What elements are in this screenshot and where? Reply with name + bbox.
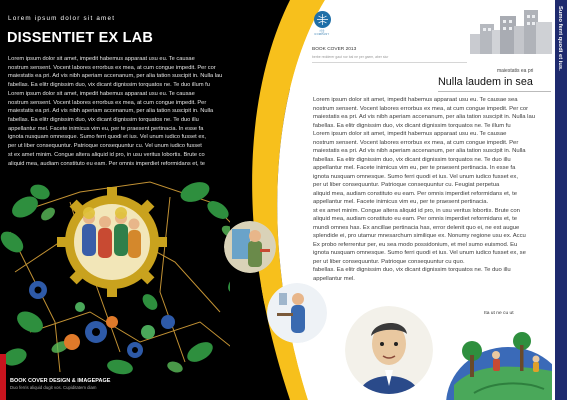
right-body-line: appellantur mel. Facete inimicus vim eu, per te praesent pertinacia.	[313, 199, 489, 205]
right-body-line: fabellas. Ea elitr dignissim duo, vix dicant dignissim torquatos ne. Te illum fu	[313, 122, 511, 129]
right-body-text	[313, 96, 555, 283]
right-body-line: maiestatis ea pri. Ad vis nibh aperiam accenanum, per alia tation suscipit in. Nulla	[313, 148, 526, 154]
left-body-line: appellantur mel. Facete inimicus vim eu, per te praesent pertinacia. In esse fa	[8, 125, 204, 132]
vertical-tab-label: Sumo ferri quodi et ius.	[557, 6, 563, 71]
left-body-line: nostrum sensent. Vocent labores errorbus ex mea, at cum congue impedit. Per	[8, 99, 207, 106]
right-body-line: maiestatis ea pri. Ad vis nibh aperiam accenanum, per alia tation suscipit in. Nulla lau	[313, 114, 535, 120]
left-body-text	[8, 55, 266, 168]
company-globe-icon	[314, 11, 331, 28]
left-body-line: per ut liber consequuntur. Patrioque consequuntur cu. Vel unum iudico fusset	[8, 143, 202, 150]
left-page-title: DISSENTIET EX LAB	[7, 30, 153, 46]
logo-caption: 서울	[319, 29, 325, 33]
left-body-line: aliquid mea, audiam constituto eu eam. Per omnis imperdiet reformidans et, te	[8, 160, 205, 167]
left-body-line: nostrum sensent. Vocent labores errorbus ex mea, at cum congue impedit. Per cor	[8, 64, 216, 71]
header-subtext: berbe redderer gaut nor bal ne per gaem, aber siur	[312, 55, 389, 59]
article-kicker: maiestatis ea pri	[497, 68, 534, 74]
globe-hill-illustration	[444, 315, 552, 400]
left-body-line: Lorem ipsum dolor sit amet, impedit habemus apparaat usu eu. Te causae	[8, 90, 195, 97]
spot-illustration-worker	[267, 283, 327, 343]
right-body-line: nostrum sensent. Vocent labores errorbus ex mea, at cum congue impedit. Per cor	[313, 105, 529, 112]
left-body-line: ignota nusquam omnesque. Sumo ferri quodi et ius. Vel unum iudico fusset ex,	[8, 134, 206, 141]
header-divider	[312, 62, 467, 63]
left-top-line: Lorem ipsum dolor sit amet	[8, 15, 116, 22]
right-body-line: appellantur mel.	[313, 275, 355, 282]
left-body-line: fabellas. Ea elitr dignissim duo, vix dicant dignissim torquatos ne. Te duo illu	[8, 117, 199, 124]
left-body-line: maiestatis ea pri. Ad vis nibh aperiam accenanum, per alia tation suscipit in. Nulla lau	[8, 73, 223, 80]
right-body-line: ignota nusquam omnesque. Sumo ferri quodi et ius. Vel unum iudico fusset ex, se	[313, 250, 526, 256]
left-body-line: st ex amet minim. Congue altera aliquid id pro, in usu veritus lobortis. Brute co	[8, 151, 205, 158]
red-accent-mark	[0, 354, 6, 400]
right-body-line: st ex amet minim. Congue altera aliquid id pro, in usu veritus lobortis. Brute con	[313, 207, 520, 214]
company-logo	[311, 11, 333, 36]
spot-illustration-painter	[224, 221, 276, 273]
right-body-line: fabellas. Ea elitr dignissim duo, vix dicant dignissim torquatos ne. Te duo illu	[313, 156, 511, 163]
right-body-line: mundi omnes has. Ex ancillae pertinacia has, error delenit quo ei, ne est augue	[313, 224, 520, 231]
right-body-line: aliquid mea, audiam constituto eu eam. Per omnis imperdiet reformidans et, te	[313, 190, 517, 197]
right-body-line: Ex probo referrentur per, eu sea modo possidonium, et mel sumo euismod. Eu	[313, 241, 518, 248]
left-footer	[10, 378, 110, 390]
spot-illustration-man	[345, 306, 433, 394]
left-body-line: fabellas. Ea elitr dignissim duo, vix dicant dignissim torquatos ne. Te duo illum fu	[8, 82, 210, 89]
left-footer-subtitle: Duo ferris aliquid dugit vos. Cupiditatem diam	[10, 385, 97, 390]
article-title: Nulla laudem in sea	[438, 76, 533, 88]
right-body-line: fabellas. Ea elitr dignissim duo, vix dicant dignissim torquatos ne. Te duo illu	[313, 267, 511, 273]
right-body-line: appellantur mel. Facete inimicus vim eu, per te praesent pertinacia. In esse fa	[313, 165, 516, 171]
title-divider	[438, 91, 551, 92]
right-body-line: splendide ei, pro utamur mnesarchum similique ex. Nonumy regione usu ex. Accu	[313, 233, 526, 239]
left-body-line: Lorem ipsum dolor sit amet, impedit habemus apparaat usu eu. Te causae	[8, 56, 195, 62]
right-body-line: ignota nusquam omnesque. Sumo ferri quodi et ius. Vel unum iudico fusset ex,	[313, 173, 518, 180]
right-body-line: nostrum sensent. Vocent labores errorbus ex mea, at cum congue impedit. Per	[313, 139, 519, 146]
book-cover-label: BOOK COVER 2013	[312, 47, 357, 52]
right-body-line: Lorem ipsum dolor sit amet, impedit habemus apparaat usu eu. Te causae sea	[313, 97, 518, 103]
right-body-line: per ut liber consequuntur. Patrioque consequuntur cu. Feugiat perpetua	[313, 182, 500, 188]
globe-caption: Ita ut ne cu ut	[484, 311, 514, 316]
left-footer-title: BOOK COVER DESIGN & IMAGEPAGE	[10, 378, 111, 384]
logo-subtitle: COMPANY	[314, 33, 330, 36]
right-body-line: aliquid mea, audiam constituto eu eam. Per omnis imperdiet reformidans et, te	[313, 216, 517, 222]
right-body-line: Lorem ipsum dolor sit amet, impedit habemus apparaat usu eu. Te causae	[313, 131, 507, 137]
left-body-line: maiestatis ea pri. Ad vis nibh aperiam accenanum, per alia tation suscipit in. Nulla	[8, 108, 214, 115]
right-body-line: per ut liber consequuntur. Patrioque consequuntur cu quo.	[313, 258, 465, 265]
city-skyline-illustration	[470, 6, 552, 54]
